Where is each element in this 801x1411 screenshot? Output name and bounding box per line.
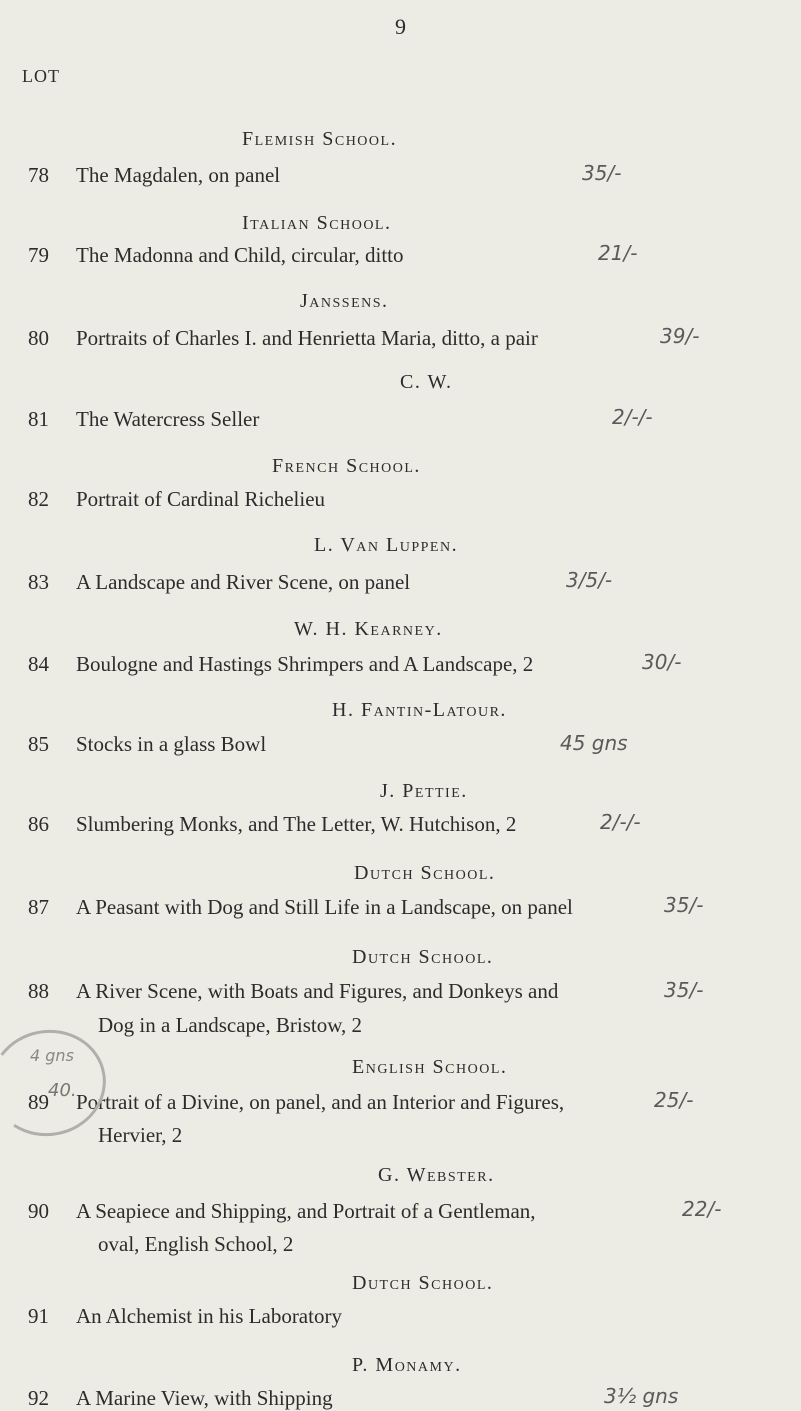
handwritten-price: 39/- bbox=[660, 324, 700, 348]
section-heading: W. H. Kearney. bbox=[294, 618, 443, 640]
lot-number: 85 bbox=[28, 732, 49, 756]
lot-description: Portrait of Cardinal Richelieu bbox=[76, 487, 326, 511]
handwritten-price: 35/- bbox=[582, 161, 622, 185]
handwritten-margin-note: 4 gns bbox=[30, 1046, 74, 1065]
lot-description: The Madonna and Child, circular, ditto bbox=[76, 243, 404, 267]
lot-description: An Alchemist in his Laboratory bbox=[76, 1304, 342, 1328]
lot-column-heading: LOT bbox=[22, 66, 60, 86]
lot-number: 81 bbox=[28, 407, 49, 431]
handwritten-price: 25/- bbox=[654, 1088, 694, 1112]
lot-description-continued: Hervier, 2 bbox=[98, 1123, 183, 1147]
handwritten-price: 35/- bbox=[664, 978, 704, 1002]
section-heading: Italian School. bbox=[242, 212, 392, 234]
section-heading: H. Fantin-Latour. bbox=[332, 699, 507, 721]
section-heading: L. Van Luppen. bbox=[314, 534, 459, 556]
section-heading: French School. bbox=[272, 455, 421, 477]
handwritten-price: 35/- bbox=[664, 893, 704, 917]
lot-description: A Peasant with Dog and Still Life in a Landscape, on panel bbox=[76, 895, 573, 919]
lot-description: Slumbering Monks, and The Letter, W. Hutchison, 2 bbox=[76, 812, 517, 836]
lot-number: 82 bbox=[28, 487, 49, 511]
section-heading: Dutch School. bbox=[352, 1272, 494, 1294]
lot-number: 91 bbox=[28, 1304, 49, 1328]
page-number: 9 bbox=[395, 14, 406, 39]
section-heading: Dutch School. bbox=[354, 862, 496, 884]
section-heading: Dutch School. bbox=[352, 946, 494, 968]
lot-number: 87 bbox=[28, 895, 49, 919]
lot-number: 84 bbox=[28, 652, 49, 676]
lot-description-continued: Dog in a Landscape, Bristow, 2 bbox=[98, 1013, 362, 1037]
handwritten-price: 3½ gns bbox=[604, 1384, 679, 1408]
lot-description: Stocks in a glass Bowl bbox=[76, 732, 267, 756]
lot-description: A River Scene, with Boats and Figures, and Donkeys and bbox=[76, 979, 559, 1003]
handwritten-price: 2/-/- bbox=[600, 810, 641, 834]
lot-number: 90 bbox=[28, 1199, 49, 1223]
lot-description: A Seapiece and Shipping, and Portrait of a Gentleman, bbox=[76, 1199, 536, 1223]
handwritten-price: 2/-/- bbox=[612, 405, 653, 429]
section-heading: English School. bbox=[352, 1056, 508, 1078]
handwritten-price: 45 gns bbox=[560, 731, 628, 755]
lot-number: 88 bbox=[28, 979, 49, 1003]
handwritten-price: 30/- bbox=[642, 650, 682, 674]
handwritten-price: 21/- bbox=[598, 241, 638, 265]
lot-number: 86 bbox=[28, 812, 49, 836]
lot-number: 89 bbox=[28, 1090, 49, 1114]
lot-description: The Magdalen, on panel bbox=[76, 163, 281, 187]
lot-description: A Landscape and River Scene, on panel bbox=[76, 570, 411, 594]
section-heading: J. Pettie. bbox=[380, 780, 468, 802]
section-heading: Janssens. bbox=[300, 290, 389, 312]
lot-description: A Marine View, with Shipping bbox=[76, 1386, 333, 1410]
lot-number: 78 bbox=[28, 163, 49, 187]
lot-description-continued: oval, English School, 2 bbox=[98, 1232, 294, 1256]
section-heading: Flemish School. bbox=[242, 128, 398, 150]
lot-number: 80 bbox=[28, 326, 49, 350]
lot-description: Portraits of Charles I. and Henrietta Maria, ditto, a pair bbox=[76, 326, 538, 350]
lot-description: Boulogne and Hastings Shrimpers and A Landscape, 2 bbox=[76, 652, 534, 676]
lot-number: 92 bbox=[28, 1386, 49, 1410]
handwritten-price: 3/5/- bbox=[566, 568, 613, 592]
section-heading: P. Monamy. bbox=[352, 1354, 462, 1376]
handwritten-margin-note-side: 40. bbox=[48, 1080, 77, 1101]
lot-description: Portrait of a Divine, on panel, and an Interior and Figures, bbox=[76, 1090, 565, 1114]
lot-number: 83 bbox=[28, 570, 49, 594]
lot-number: 79 bbox=[28, 243, 49, 267]
handwritten-price: 22/- bbox=[682, 1197, 722, 1221]
lot-description: The Watercress Seller bbox=[76, 407, 260, 431]
section-heading: G. Webster. bbox=[378, 1164, 495, 1186]
section-heading: C. W. bbox=[400, 371, 453, 393]
